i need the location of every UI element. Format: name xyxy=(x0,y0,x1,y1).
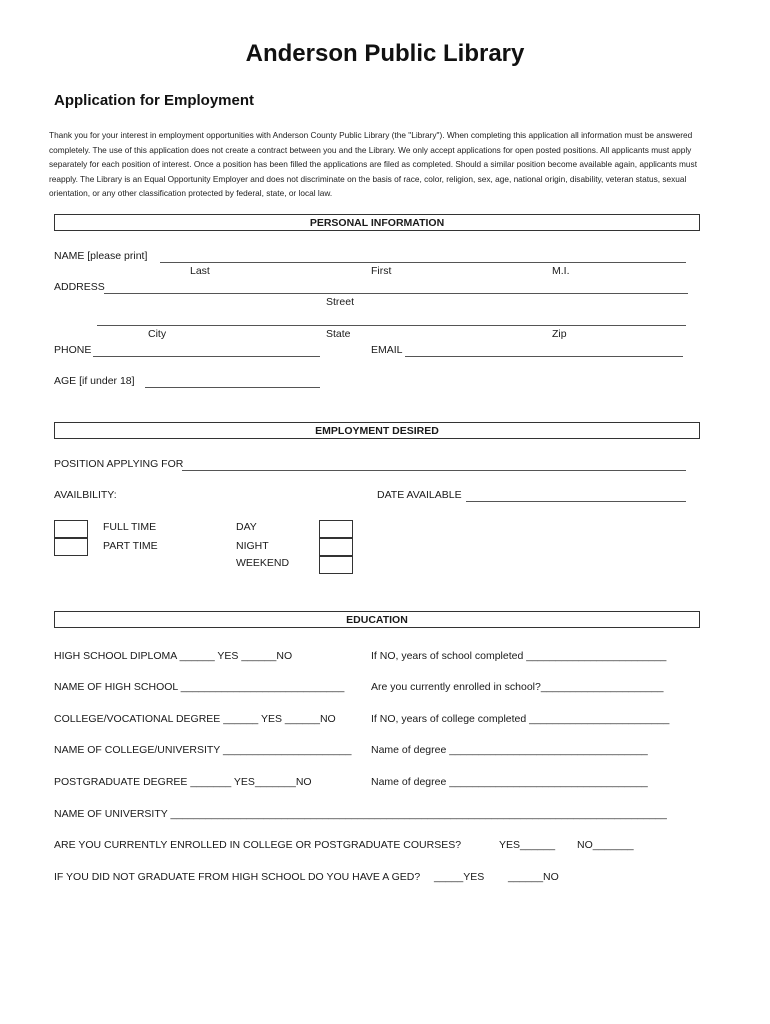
section-personal-information: PERSONAL INFORMATION xyxy=(54,214,700,231)
enrolled-yes-field[interactable]: YES______ xyxy=(499,839,556,851)
page-title: Anderson Public Library xyxy=(245,40,525,67)
day-label: DAY xyxy=(236,521,257,533)
section-employment-desired: EMPLOYMENT DESIRED xyxy=(54,422,700,439)
address-city-input-line[interactable] xyxy=(97,325,686,326)
email-input-line[interactable] xyxy=(405,356,683,357)
ged-yes-field[interactable]: _____YES xyxy=(434,871,485,883)
university-name-field[interactable]: NAME OF UNIVERSITY _____________________________________________________________________________________ xyxy=(54,808,667,820)
day-checkbox[interactable] xyxy=(319,520,353,538)
part-time-label: PART TIME xyxy=(103,540,158,552)
night-checkbox[interactable] xyxy=(319,538,353,556)
address-label: ADDRESS xyxy=(54,281,105,293)
postgrad-degree-name-field[interactable]: Name of degree __________________________________ xyxy=(371,776,648,788)
city-caption: City xyxy=(148,328,167,340)
street-caption: Street xyxy=(326,296,355,308)
ged-no-field[interactable]: ______NO xyxy=(508,871,559,883)
college-degree-name-field[interactable]: Name of degree __________________________________ xyxy=(371,744,648,756)
weekend-label: WEEKEND xyxy=(236,557,290,569)
college-years-field[interactable]: If NO, years of college completed ________________________ xyxy=(371,713,670,725)
college-degree-field[interactable]: COLLEGE/VOCATIONAL DEGREE ______ YES ______NO xyxy=(54,713,336,725)
address-street-input-line[interactable] xyxy=(104,293,688,294)
date-available-label: DATE AVAILABLE xyxy=(377,489,462,501)
full-time-checkbox[interactable] xyxy=(54,520,88,538)
first-caption: First xyxy=(371,265,392,277)
full-time-label: FULL TIME xyxy=(103,521,157,533)
hs-name-field[interactable]: NAME OF HIGH SCHOOL ____________________________ xyxy=(54,681,345,693)
ged-question: IF YOU DID NOT GRADUATE FROM HIGH SCHOOL DO YOU HAVE A GED? xyxy=(54,871,421,883)
availability-label: AVAILBILITY: xyxy=(54,489,117,501)
name-label: NAME [please print] xyxy=(54,250,148,262)
hs-diploma-field[interactable]: HIGH SCHOOL DIPLOMA ______ YES ______NO xyxy=(54,650,293,662)
postgrad-degree-field[interactable]: POSTGRADUATE DEGREE _______ YES_______NO xyxy=(54,776,312,788)
phone-label: PHONE xyxy=(54,344,92,356)
date-available-input-line[interactable] xyxy=(466,501,686,502)
email-label: EMAIL xyxy=(371,344,403,356)
name-input-line[interactable] xyxy=(160,262,686,263)
position-label: POSITION APPLYING FOR xyxy=(54,458,184,470)
form-subtitle: Application for Employment xyxy=(54,92,255,109)
hs-years-field[interactable]: If NO, years of school completed ________________________ xyxy=(371,650,667,662)
state-caption: State xyxy=(326,328,351,340)
zip-caption: Zip xyxy=(552,328,567,340)
age-label: AGE [if under 18] xyxy=(54,375,135,387)
phone-input-line[interactable] xyxy=(93,356,320,357)
night-label: NIGHT xyxy=(236,540,269,552)
enrolled-question: ARE YOU CURRENTLY ENROLLED IN COLLEGE OR POSTGRADUATE COURSES? xyxy=(54,839,462,851)
intro-paragraph: Thank you for your interest in employment opportunities with Anderson County Public Library (the "Library"). When completing this application all information must be answered completely. The use of this application does not create a contract between you and the Library. We only accept applications for open posted positions. All applicants must apply separately for each position of interest. Once a position has been filled the applications are filed as completed. Should a similar position become available again, applicants must reapply. The Library is an Equal Opportunity Employer and does not discriminate on the basis of race, color, religion, sex, age, national origin, disability, veteran status, sexual orientation, or any other classification protected by federal, state, or local law. xyxy=(49,130,697,199)
position-input-line[interactable] xyxy=(182,470,686,471)
part-time-checkbox[interactable] xyxy=(54,538,88,556)
mi-caption: M.I. xyxy=(552,265,570,277)
college-name-field[interactable]: NAME OF COLLEGE/UNIVERSITY ______________________ xyxy=(54,744,352,756)
section-education: EDUCATION xyxy=(54,611,700,628)
enrolled-no-field[interactable]: NO_______ xyxy=(577,839,634,851)
weekend-checkbox[interactable] xyxy=(319,556,353,574)
last-caption: Last xyxy=(190,265,210,277)
age-input-line[interactable] xyxy=(145,387,320,388)
hs-enrolled-field[interactable]: Are you currently enrolled in school?_____________________ xyxy=(371,681,664,693)
